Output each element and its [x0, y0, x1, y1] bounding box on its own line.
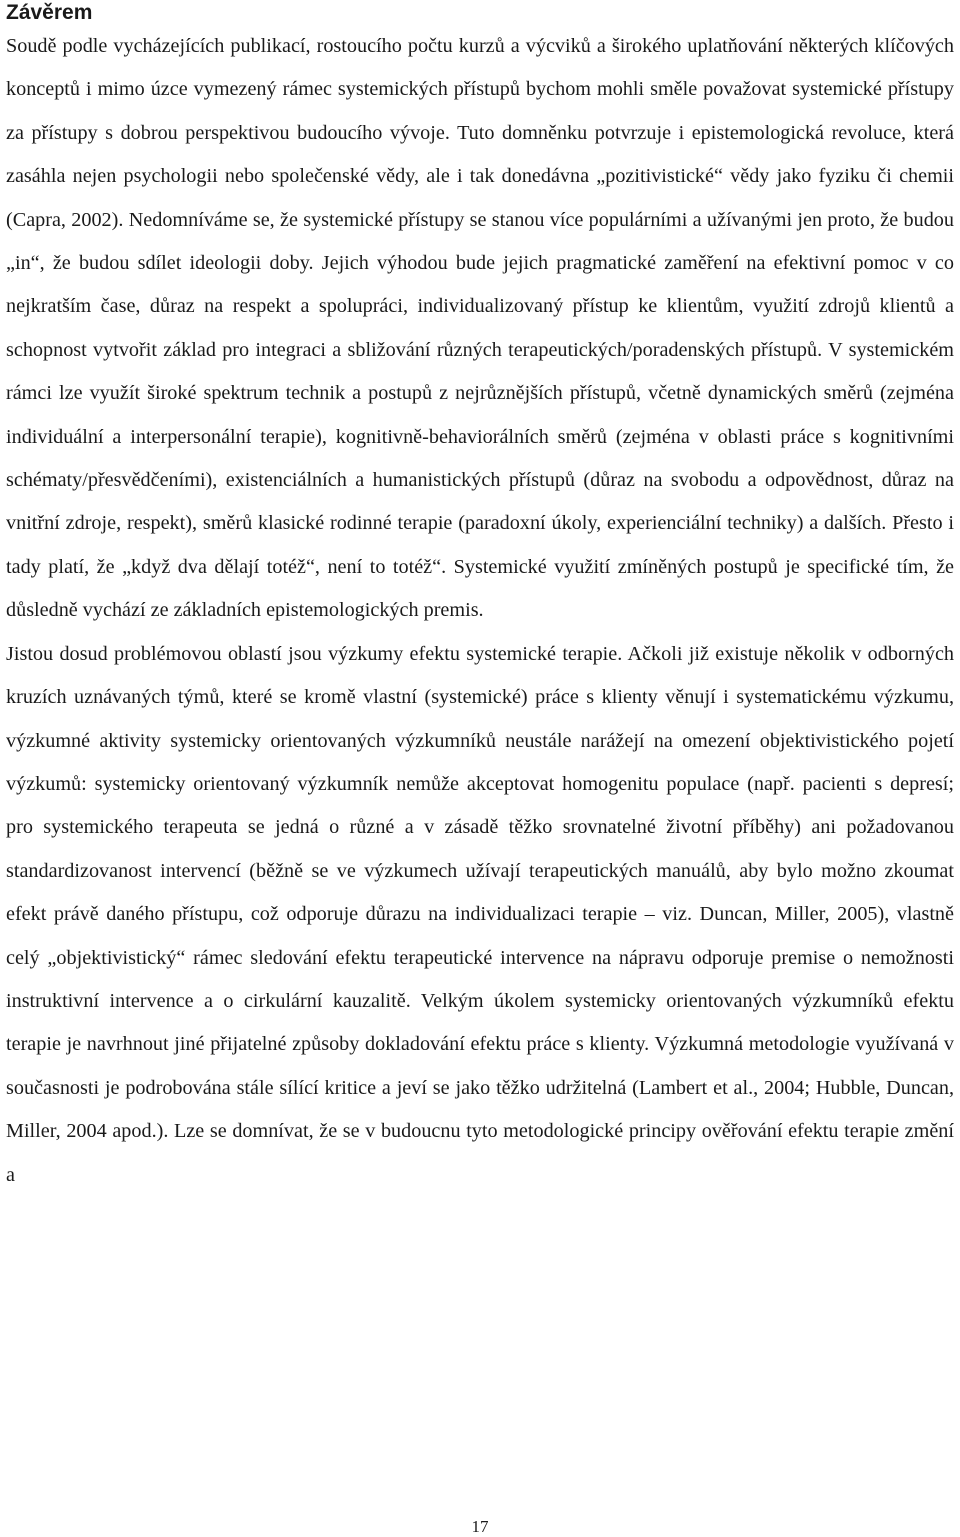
- section-heading: Závěrem: [6, 1, 93, 24]
- page-number: 17: [471, 1517, 489, 1536]
- paragraph-2: Jistou dosud problémovou oblastí jsou výzkumy efektu systemické terapie. Ačkoli již existuje několik v odborných kruzích uznávaných týmů, které se kromě vlastní (systemické) práce s klienty věnují i systematickému výzkumu, výzkumné aktivity systemicky orientovaných výzkumníků neustále narážejí na omezení objektivistického pojetí výzkumů: systemicky orientovaný výzkumník nemůže akceptovat homogenitu populace (např. pacienti s depresí; pro systemického terapeuta se jedná o různé a v zásadě těžko srovnatelné životní příběhy) ani požadovanou standardizovanost intervencí (běžně se ve výzkumech užívají terapeutických manuálů, aby bylo možno zkoumat efekt právě daného přístupu, což odporuje důrazu na individualizaci terapie – viz. Duncan, Miller, 2005), vlastně celý „objektivistický“ rámec sledování efektu terapeutické intervence na nápravu odporuje premise o nemožnosti instruktivní intervence a o cirkulární kauzalitě. Velkým úkolem systemicky orientovaných výzkumníků efektu terapie je navrhnout jiné přijatelné způsoby dokladování efektu práce s klienty. Výzkumná metodologie využívaná v současnosti je podrobována stále sílící kritice a jeví se jako těžko udržitelná (Lambert et al., 2004; Hubble, Duncan, Miller, 2004 apod.). Lze se domnívat, že se v budoucnu tyto metodologické principy ověřování efektu terapie změní a: [6, 642, 954, 1186]
- paragraph-1: Soudě podle vycházejících publikací, rostoucího počtu kurzů a výcviků a širokého uplatňování některých klíčových konceptů i mimo úzce vymezený rámec systemických přístupů bychom mohli směle považovat systemické přístupy za přístupy s dobrou perspektivou budoucího vývoje. Tuto domněnku potvrzuje i epistemologická revoluce, která zasáhla nejen psychologii nebo společenské vědy, ale i tak donedávna „pozitivistické“ vědy jako fyziku či chemii (Capra, 2002). Nedomníváme se, že systemické přístupy se stanou více populárními a užívanými jen proto, že budou „in“, že budou sdílet ideologii doby. Jejich výhodou bude jejich pragmatické zaměření na efektivní pomoc v co nejkratším čase, důraz na respekt a spolupráci, individualizovaný přístup ke klientům, využití zdrojů klientů a schopnost vytvořit základ pro integraci a sbližování různých terapeutických/poradenských přístupů. V systemickém rámci lze využít široké spektrum technik a postupů z nejrůznějších přístupů, včetně dynamických směrů (zejména individuální a interpersonální terapie), kognitivně-behaviorálních směrů (zejména v oblasti práce s kognitivními schématy/přesvědčeními), existenciálních a humanistických přístupů (důraz na svobodu a odpovědnost, důraz na vnitřní zdroje, respekt), směrů klasické rodinné terapie (paradoxní úkoly, experienciální techniky) a dalších. Přesto i tady platí, že „když dva dělají totéž“, není to totéž“. Systemické využití zmíněných postupů je specifické tím, že důsledně vychází ze základních epistemologických premis.: [6, 35, 954, 622]
- document-page: [6, 0, 954, 1197]
